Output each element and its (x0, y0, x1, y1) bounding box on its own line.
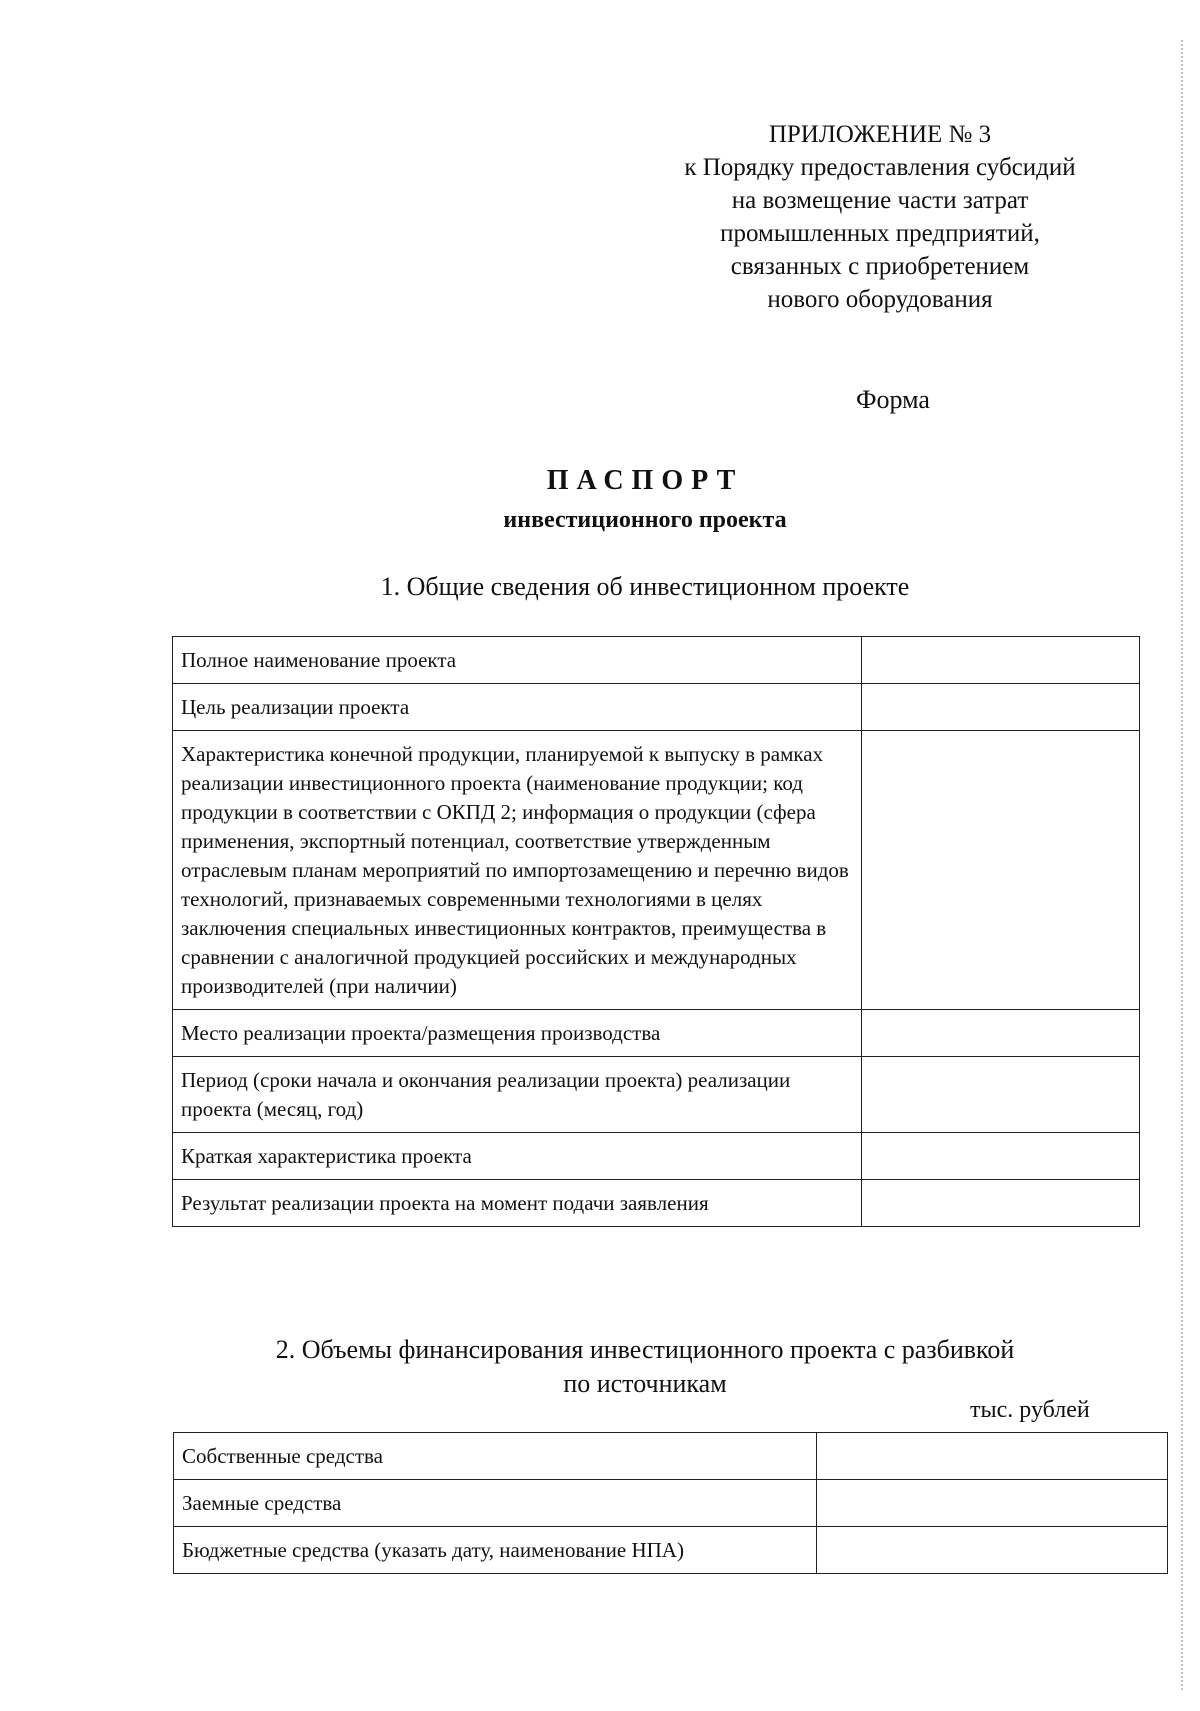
table-row (174, 1480, 1168, 1527)
appendix-line: на возмещение части затрат (731, 187, 1029, 214)
row-value-field[interactable] (862, 684, 1140, 731)
document-title: ПАСПОРТ (546, 465, 744, 496)
table-row (173, 731, 1140, 1010)
financing-table (173, 1432, 1168, 1574)
row-value-field[interactable] (817, 1527, 1168, 1574)
table-row (173, 1133, 1140, 1180)
section-2-heading (0, 1333, 1200, 1401)
section-2-heading-line: 2. Объемы финансирования инвестиционного проекта с разбивкой (275, 1335, 1015, 1364)
row-value-field[interactable] (862, 1133, 1140, 1180)
row-label: Полное наименование проекта (173, 637, 862, 684)
units-label: тыс. рублей (970, 1397, 1090, 1423)
row-value-field[interactable] (862, 637, 1140, 684)
row-label: Место реализации проекта/размещения производства (173, 1010, 862, 1057)
row-value-field[interactable] (862, 1010, 1140, 1057)
section-2-heading-line: по источникам (563, 1369, 727, 1398)
row-value-field[interactable] (862, 731, 1140, 1010)
table-row (173, 1057, 1140, 1133)
row-label: Краткая характеристика проекта (173, 1133, 862, 1180)
table-row (173, 1180, 1140, 1227)
row-value-field[interactable] (817, 1433, 1168, 1480)
margin-perforation (1181, 40, 1185, 1690)
row-label: Заемные средства (174, 1480, 817, 1527)
row-label: Бюджетные средства (указать дату, наименование НПА) (174, 1527, 817, 1574)
row-value-field[interactable] (817, 1480, 1168, 1527)
form-label: Форма (856, 385, 930, 414)
appendix-line: к Порядку предоставления субсидий (684, 154, 1076, 181)
table-row (174, 1527, 1168, 1574)
row-label: Результат реализации проекта на момент подачи заявления (173, 1180, 862, 1227)
appendix-line: промышленных предприятий, (720, 220, 1040, 247)
table-row (173, 1010, 1140, 1057)
table-row (173, 637, 1140, 684)
general-info-table (172, 636, 1140, 1227)
appendix-line: нового оборудования (767, 286, 993, 313)
row-value-field[interactable] (862, 1057, 1140, 1133)
appendix-line: связанных с приобретением (730, 253, 1030, 280)
appendix-number: ПРИЛОЖЕНИЕ № 3 (768, 121, 992, 148)
row-label: Характеристика конечной продукции, планируемой к выпуску в рамках реализации инвестиционного проекта (наименование продукции; код продукции в соответствии с ОКПД 2; информация о продукции (сфера применения, экспортный потенциал, соответствие утвержденным отраслевым планам мероприятий по импортозамещению и перечню видов технологий, признаваемых современными технологиями в целях заключения специальных инвестиционных контрактов, преимущества в сравнении с аналогичной продукцией российских и международных производителей (при наличии) (173, 731, 862, 1010)
row-value-field[interactable] (862, 1180, 1140, 1227)
document-subtitle: инвестиционного проекта (503, 507, 787, 533)
row-label: Период (сроки начала и окончания реализации проекта) реализации проекта (месяц, год) (173, 1057, 862, 1133)
table-row (174, 1433, 1168, 1480)
table-row (173, 684, 1140, 731)
row-label: Цель реализации проекта (173, 684, 862, 731)
appendix-header (640, 118, 1120, 316)
section-1-heading: 1. Общие сведения об инвестиционном проекте (380, 572, 910, 601)
row-label: Собственные средства (174, 1433, 817, 1480)
